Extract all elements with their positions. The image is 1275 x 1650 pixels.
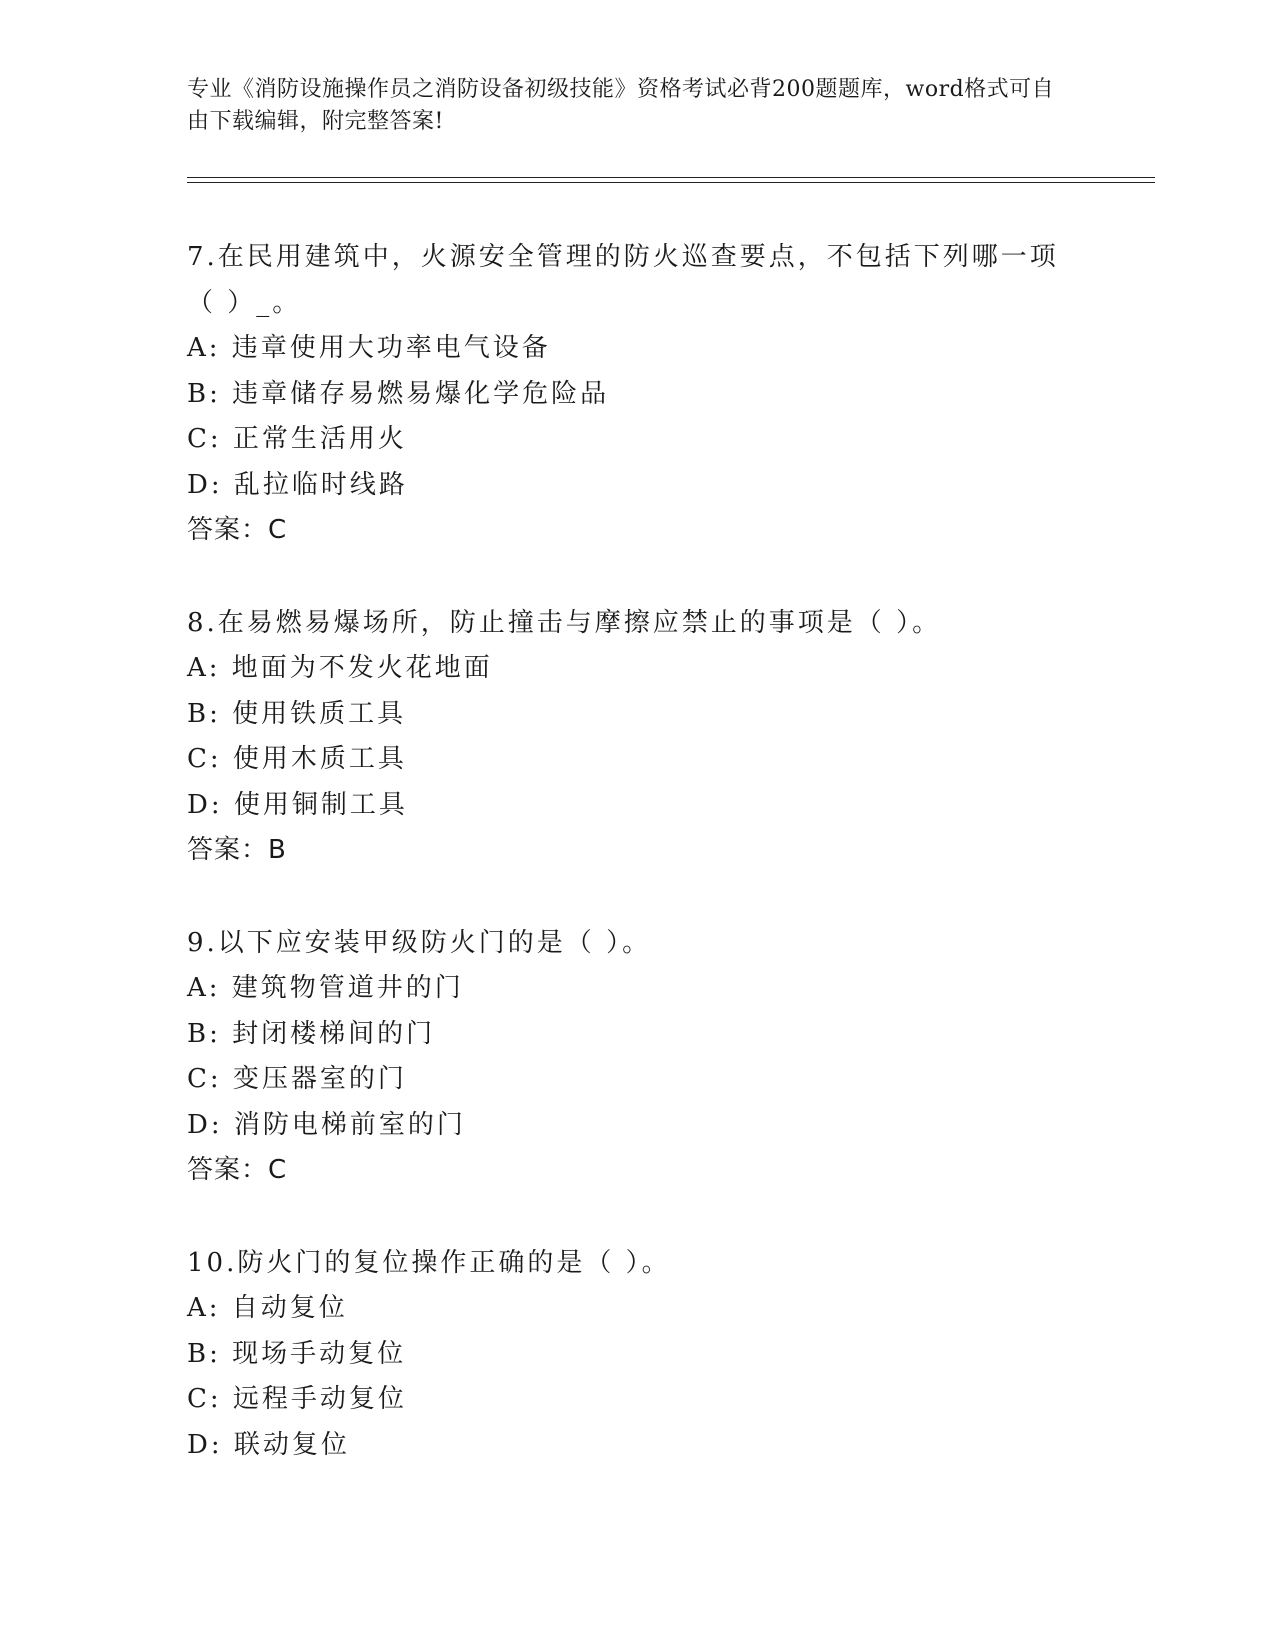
header-divider-top bbox=[187, 177, 1155, 178]
option-d: D: 消防电梯前室的门 bbox=[187, 1109, 466, 1140]
option-d: D: 联动复位 bbox=[187, 1429, 350, 1460]
option-a: A: 建筑物管道井的门 bbox=[187, 973, 464, 1003]
question-7 bbox=[187, 234, 1087, 554]
option-d: D: 使用铜制工具 bbox=[187, 789, 408, 820]
question-stem: 8.在易燃易爆场所，防止撞击与摩擦应禁止的事项是（ ）。 bbox=[187, 608, 942, 638]
option-a: A: 地面为不发火花地面 bbox=[187, 653, 493, 683]
document-header: 专业《消防设施操作员之消防设备初级技能》资格考试必背200题题库，word格式可自由下载编辑，附完整答案! bbox=[187, 77, 1055, 134]
option-a: A: 违章使用大功率电气设备 bbox=[187, 333, 551, 363]
question-10 bbox=[187, 1240, 1087, 1468]
option-c: C: 正常生活用火 bbox=[187, 424, 407, 454]
question-8 bbox=[187, 600, 1087, 874]
option-b: B: 违章储存易燃易爆化学危险品 bbox=[187, 378, 610, 409]
option-c: C: 远程手动复位 bbox=[187, 1384, 407, 1414]
answer: 答案：C bbox=[187, 1155, 288, 1185]
header-divider-bottom bbox=[187, 182, 1155, 183]
option-c: C: 变压器室的门 bbox=[187, 1064, 407, 1094]
question-stem: 7.在民用建筑中，火源安全管理的防火巡查要点，不包括下列哪一项（ ）_。 bbox=[187, 242, 1059, 318]
question-stem: 9.以下应安装甲级防火门的是（ ）。 bbox=[187, 928, 652, 958]
option-a: A: 自动复位 bbox=[187, 1293, 348, 1323]
answer: 答案：C bbox=[187, 515, 288, 545]
answer: 答案：B bbox=[187, 835, 287, 865]
option-d: D: 乱拉临时线路 bbox=[187, 469, 408, 500]
option-b: B: 封闭楼梯间的门 bbox=[187, 1018, 436, 1049]
question-9 bbox=[187, 920, 1087, 1194]
question-stem: 10.防火门的复位操作正确的是（ ）。 bbox=[187, 1248, 671, 1278]
option-b: B: 现场手动复位 bbox=[187, 1338, 407, 1369]
option-b: B: 使用铁质工具 bbox=[187, 698, 407, 729]
option-c: C: 使用木质工具 bbox=[187, 744, 407, 774]
